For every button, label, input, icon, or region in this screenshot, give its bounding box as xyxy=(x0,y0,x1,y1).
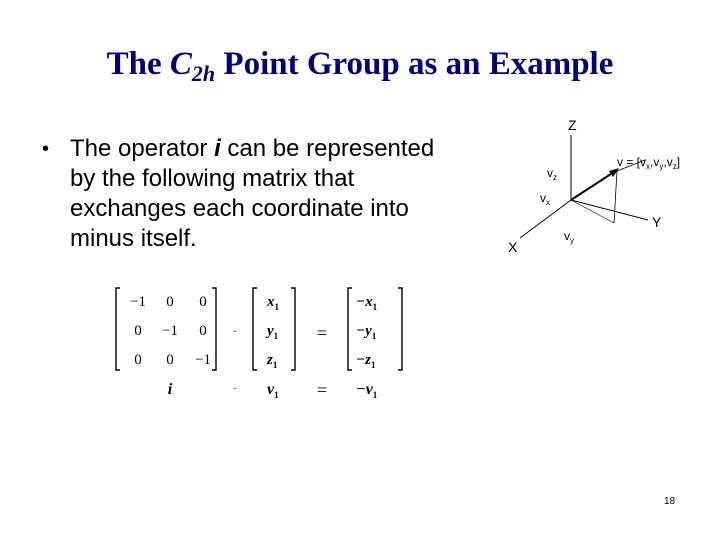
bullet-text-before: The operator xyxy=(70,135,215,162)
title-group-subscript: 2h xyxy=(191,61,216,86)
vector-in-cell xyxy=(265,323,279,341)
title-prefix: The xyxy=(106,46,170,82)
vector-def-sub-z: z xyxy=(672,162,677,171)
component-label-vz xyxy=(547,166,557,182)
page-number: 18 xyxy=(664,496,676,507)
matrix-cell: 0 xyxy=(199,294,207,310)
vector-in-bracket-right xyxy=(291,288,295,370)
bullet-text xyxy=(70,134,442,254)
vector-def-end: ] xyxy=(676,155,681,169)
vector-in-z-sub: 1 xyxy=(272,360,278,370)
vector-in-x-sub: 1 xyxy=(274,302,279,312)
label-v-in-base: v xyxy=(267,381,275,398)
y-axis-line xyxy=(571,200,648,220)
multiplication-dot: · xyxy=(233,324,237,338)
vector-out-y: −y xyxy=(356,323,372,339)
axis-label-y: Y xyxy=(652,214,662,230)
matrix-cell: −1 xyxy=(162,323,178,339)
bullet-list xyxy=(42,134,442,254)
vector-in-y: y xyxy=(267,323,274,339)
label-v-out-sub: 1 xyxy=(372,390,378,400)
vector-arrowhead xyxy=(609,168,619,177)
vector-in-bracket-left xyxy=(253,288,257,370)
projection-line xyxy=(614,171,617,223)
vector-out-cell xyxy=(356,294,378,312)
matrix-bracket-right xyxy=(212,288,216,370)
vector-def-mid2: ,v xyxy=(663,155,673,169)
vector-out-bracket-left xyxy=(348,288,352,370)
vector-in-y-sub: 1 xyxy=(273,331,279,341)
vector-out-bracket-right xyxy=(398,288,402,370)
bullet-marker: • xyxy=(42,138,50,160)
component-vz-base: v xyxy=(547,166,553,180)
component-vx-sub: x xyxy=(546,198,550,207)
component-label-vx xyxy=(540,191,550,207)
vector-definition-label xyxy=(617,155,680,171)
matrix-cell: 0 xyxy=(166,352,174,368)
projection-line xyxy=(571,200,614,223)
vector-in-z: z xyxy=(267,352,273,368)
vector-out-cell xyxy=(356,352,376,370)
vector-in-x: x xyxy=(267,294,275,310)
label-v-in-sub: 1 xyxy=(274,390,279,400)
component-vy-base: v xyxy=(564,229,570,243)
component-vx-base: v xyxy=(540,191,546,205)
label-v-out xyxy=(356,381,378,400)
vector-arrow-line xyxy=(571,172,614,200)
axis-label-z: Z xyxy=(568,117,577,133)
vector-in-cell xyxy=(266,294,280,312)
vector-diagram xyxy=(490,110,720,270)
component-vy-sub: y xyxy=(570,236,574,245)
title-group-symbol: C xyxy=(169,46,192,82)
vector-out-y-sub: 1 xyxy=(371,331,377,341)
bullet-operator: i xyxy=(214,135,221,162)
label-dot: · xyxy=(233,381,237,395)
matrix-cell: 0 xyxy=(134,323,142,339)
component-vz-sub: z xyxy=(553,173,557,182)
label-equals: = xyxy=(316,380,328,400)
equals-sign: = xyxy=(316,323,328,343)
label-v-out-base: −v xyxy=(356,381,373,398)
vector-out-x-sub: 1 xyxy=(372,302,378,312)
vector-def-sub-x: x xyxy=(646,162,651,171)
matrix-cell: 0 xyxy=(134,352,142,368)
vector-def-mid1: ,v xyxy=(650,155,660,169)
vector-in-cell xyxy=(266,352,278,370)
vector-out-cell xyxy=(356,323,377,341)
vector-out-z-sub: 1 xyxy=(370,360,376,370)
bullet-text-after: can be represented by the following matrix that exchanges each coordinate into minus itself. xyxy=(70,135,435,252)
label-matrix-i: i xyxy=(167,381,173,398)
component-label-vy xyxy=(564,229,574,245)
vector-out-x: −x xyxy=(356,294,373,310)
matrix-equation-figure xyxy=(100,282,420,404)
matrix-cell: 0 xyxy=(166,294,174,310)
matrix-cell: −1 xyxy=(130,294,146,310)
vector-def-sub-y: y xyxy=(659,162,664,171)
label-v-in xyxy=(267,381,279,400)
vector-out-z: −z xyxy=(356,352,371,368)
axis-label-x: X xyxy=(508,239,518,255)
matrix-cell: 0 xyxy=(199,323,207,339)
matrix-bracket-left xyxy=(116,288,120,370)
slide-title xyxy=(0,46,720,86)
matrix-cell: −1 xyxy=(195,352,211,368)
vector-def-head: v = [v xyxy=(617,155,647,169)
title-suffix: Point Group as an Example xyxy=(215,46,614,82)
